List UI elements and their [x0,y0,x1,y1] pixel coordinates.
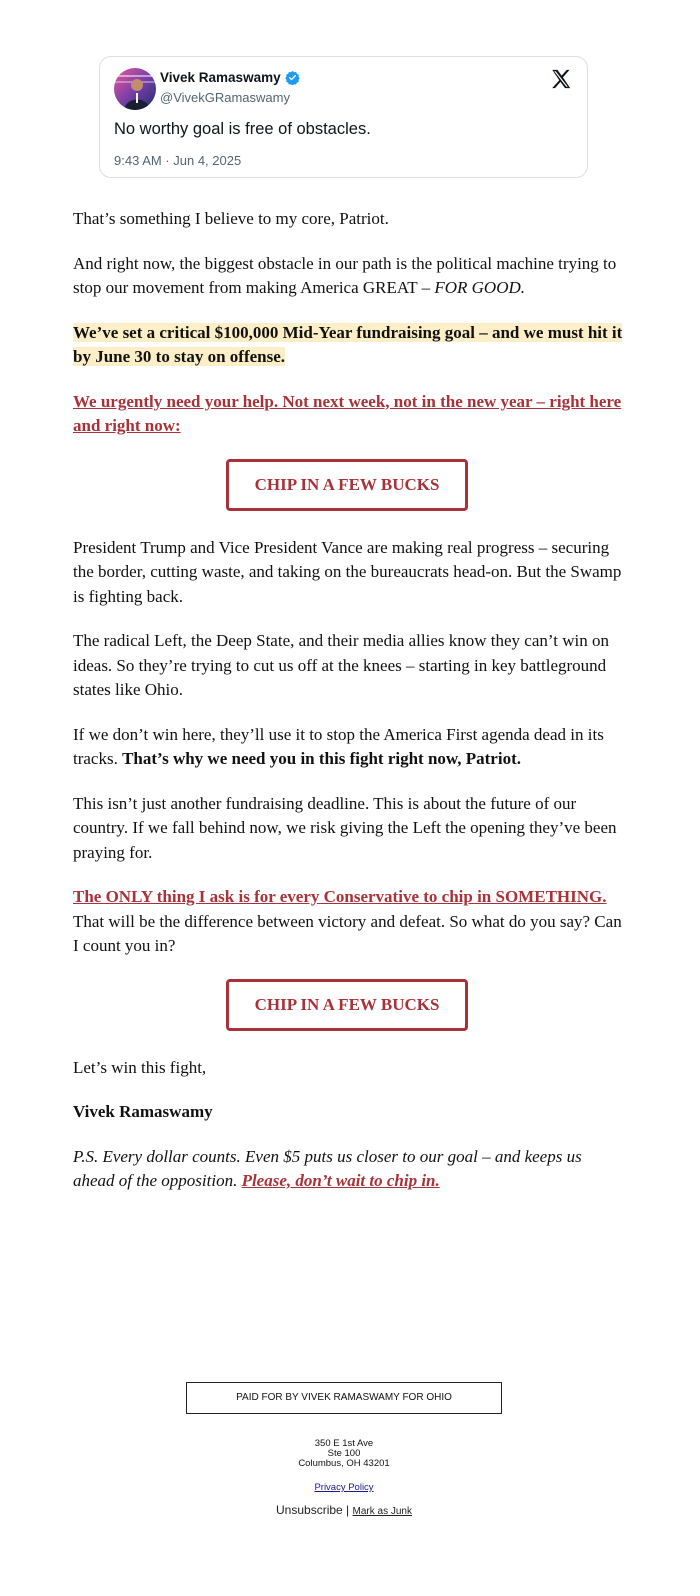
chip-in-something-link[interactable]: The ONLY thing I ask is for every Conservative to chip in SOMETHING. [73,887,607,906]
email-body [73,207,623,1214]
paragraph-goal [73,321,623,370]
paragraph-deadline: This isn’t just another fundraising deadline. This is about the future of our country. If we fall behind now, we risk giving the Left the opening they’ve been praying for. [73,793,617,862]
paragraph-fight-text: If we don’t win here, they’ll use it to stop the America First agenda dead in its tracks. [73,724,604,768]
verified-badge-icon [285,70,300,85]
mark-as-junk-link[interactable]: Mark as Junk [352,1506,412,1517]
signature: Vivek Ramaswamy [73,1102,213,1121]
address-line-3: Columbus, OH 43201 [298,1458,390,1469]
postscript [73,1145,623,1194]
chip-in-button-1[interactable]: CHIP IN A FEW BUCKS [226,459,468,511]
closing-line: Let’s win this fight, [73,1057,207,1077]
privacy-policy-link[interactable]: Privacy Policy [314,1482,374,1493]
paragraph-progress: President Trump and Vice President Vance are making real progress – securing the border, cutting waste, and taking on the bureaucrats head-on. But the Swamp is fighting back. [73,537,622,606]
address-line-1: 350 E 1st Ave [314,1438,374,1449]
tweet-timestamp[interactable]: 9:43 AM · Jun 4, 2025 [114,153,242,168]
donate-button-row-1 [71,459,623,511]
paragraph-urgent [73,390,623,439]
avatar[interactable] [114,68,156,110]
paragraph-obstacle [73,252,623,301]
address-line-2: Ste 100 [327,1448,361,1459]
tweet-author-name-text: Vivek Ramaswamy [160,70,281,85]
paragraph-radical-left: The radical Left, the Deep State, and their media allies know they can’t win on ideas. So they’re trying to cut us off at the knees – starting in key battleground states like Ohio. [73,631,609,699]
donate-button-row-2 [71,979,623,1031]
tweet-author-name[interactable] [160,70,300,85]
postscript-link[interactable]: Please, don’t wait to chip in. [241,1171,440,1190]
paragraph-ask [73,885,623,959]
paragraph-intro: That’s something I believe to my core, Patriot. [73,209,389,228]
chip-in-button-2[interactable]: CHIP IN A FEW BUCKS [226,979,468,1031]
paragraph-ask-text: That will be the difference between victory and defeat. So what do you say? Can I count you in? [73,911,622,955]
tweet-author-handle[interactable]: @VivekGRamaswamy [160,90,290,105]
urgent-help-link[interactable]: We urgently need your help. Not next week, not in the new year – right here and right now: [73,391,622,435]
paragraph-obstacle-emphasis: FOR GOOD. [434,278,526,297]
paid-for-disclaimer: PAID FOR BY VIVEK RAMASWAMY FOR OHIO [186,1382,502,1414]
tweet-text: No worthy goal is free of obstacles. [114,120,371,138]
paragraph-fight-bold: That’s why we need you in this fight right now, Patriot. [122,749,521,768]
unsubscribe-row [0,1503,688,1517]
embedded-tweet-card[interactable] [99,56,588,178]
x-logo-icon[interactable] [550,68,572,90]
paragraph-obstacle-text: And right now, the biggest obstacle in our path is the political machine trying to stop our movement from making America GREAT – [73,253,617,297]
paragraph-fight [73,723,623,772]
footer-separator: | [342,1503,353,1517]
postscript-text: P.S. Every dollar counts. Even $5 puts us closer to our goal – and keeps us ahead of the opposition. [73,1146,582,1190]
privacy-row [0,1482,688,1493]
unsubscribe-link[interactable]: Unsubscribe [276,1503,343,1517]
goal-highlight-text: We’ve set a critical $100,000 Mid-Year fundraising goal – and we must hit it by June 30 to stay on offense. [73,322,623,366]
